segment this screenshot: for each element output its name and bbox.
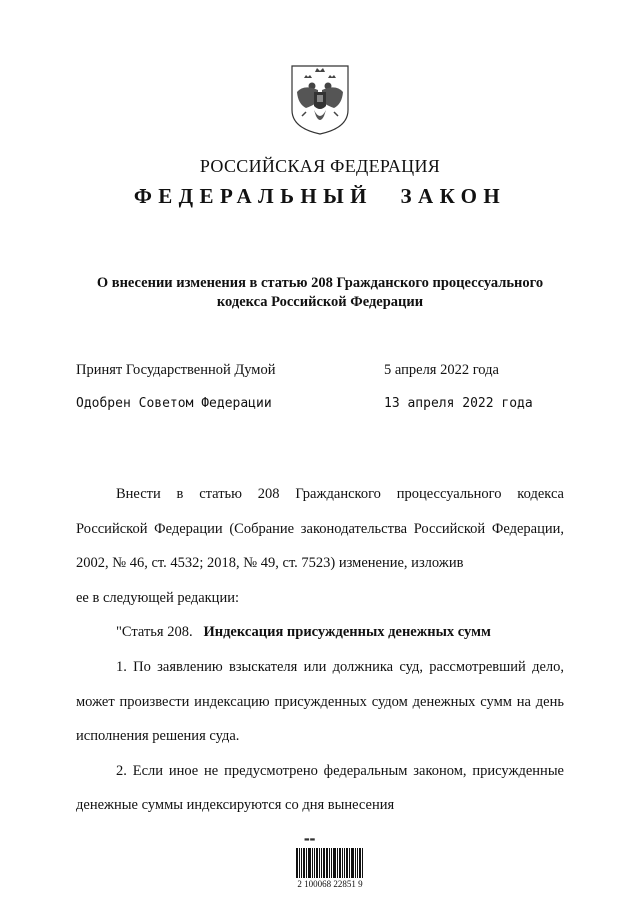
paragraph-2-text: 2. Если иное не предусмотрено федеральным законом, присужденные денежные суммы индексируются со дня вынесения (76, 762, 564, 814)
barcode (290, 834, 370, 894)
law-subject (60, 274, 580, 312)
barcode-bar (301, 848, 302, 878)
barcode-bar (323, 848, 325, 878)
barcode-bar (346, 848, 348, 878)
barcode-bar (308, 848, 311, 878)
council-date: 13 апреля 2022 года (384, 396, 533, 411)
barcode-bar (303, 848, 305, 878)
adoption-duma-row (76, 362, 576, 382)
intro-end-text: ее в следующей редакции: (76, 589, 239, 606)
intro-paragraph (76, 477, 564, 581)
paragraph-2 (76, 754, 564, 823)
paragraph-1 (76, 650, 564, 754)
barcode-bar (299, 848, 300, 878)
barcode-bars (296, 848, 364, 878)
barcode-bar (339, 848, 341, 878)
law-subject-line-2: кодекса Российской Федерации (216, 294, 424, 310)
barcode-bar (342, 848, 343, 878)
barcode-number: 2 100068 22851 9 (297, 879, 363, 889)
barcode-bar (314, 848, 315, 878)
council-label: Одобрен Советом Федерации (76, 396, 272, 411)
barcode-bar (351, 848, 354, 878)
duma-date: 5 апреля 2022 года (384, 362, 499, 378)
barcode-bar (362, 848, 363, 878)
barcode-bar (357, 848, 358, 878)
barcode-bar (321, 848, 322, 878)
barcode-bar (344, 848, 345, 878)
barcode-bar (306, 848, 307, 878)
barcode-bar (331, 848, 332, 878)
law-subject-line-1: О внесении изменения в статью 208 Гражданского процессуального (96, 275, 544, 291)
adoption-council-row (76, 396, 576, 416)
intro-end-paragraph (76, 581, 564, 616)
article-title: Индексация присужденных денежных сумм (203, 624, 491, 641)
coat-of-arms-icon (288, 62, 352, 136)
barcode-bar (296, 848, 298, 878)
intro-text: Внести в статью 208 Гражданского процессуального кодекса Российской Федерации (Собрание законодательства Российской Федерации, 2002, № 46, ст. 4532; 2018, № 49, ст. 7523) изменение, изложив (76, 486, 564, 572)
barcode-bar (326, 848, 328, 878)
country-name: РОССИЙСКАЯ ФЕДЕРАЦИЯ (199, 156, 441, 176)
barcode-bar (312, 848, 313, 878)
barcode-bar (359, 848, 361, 878)
barcode-bar (316, 848, 318, 878)
paragraph-1-text: 1. По заявлению взыскателя или должника суд, рассмотревший дело, может произвести индексацию присужденных судом денежных сумм на день исполнения решения суда. (76, 658, 564, 745)
barcode-bar (319, 848, 320, 878)
article-heading (76, 615, 564, 650)
barcode-bar (355, 848, 356, 878)
barcode-bar (337, 848, 338, 878)
document-type: ФЕДЕРАЛЬНЫЙ ЗАКОН (133, 184, 507, 208)
barcode-bar (329, 848, 330, 878)
barcode-bar (349, 848, 350, 878)
barcode-bar (333, 848, 336, 878)
duma-label: Принят Государственной Думой (76, 362, 276, 378)
law-body (76, 477, 564, 823)
barcode-mark: ▬▬ (304, 836, 316, 843)
article-prefix: "Статья 208. (116, 624, 193, 641)
